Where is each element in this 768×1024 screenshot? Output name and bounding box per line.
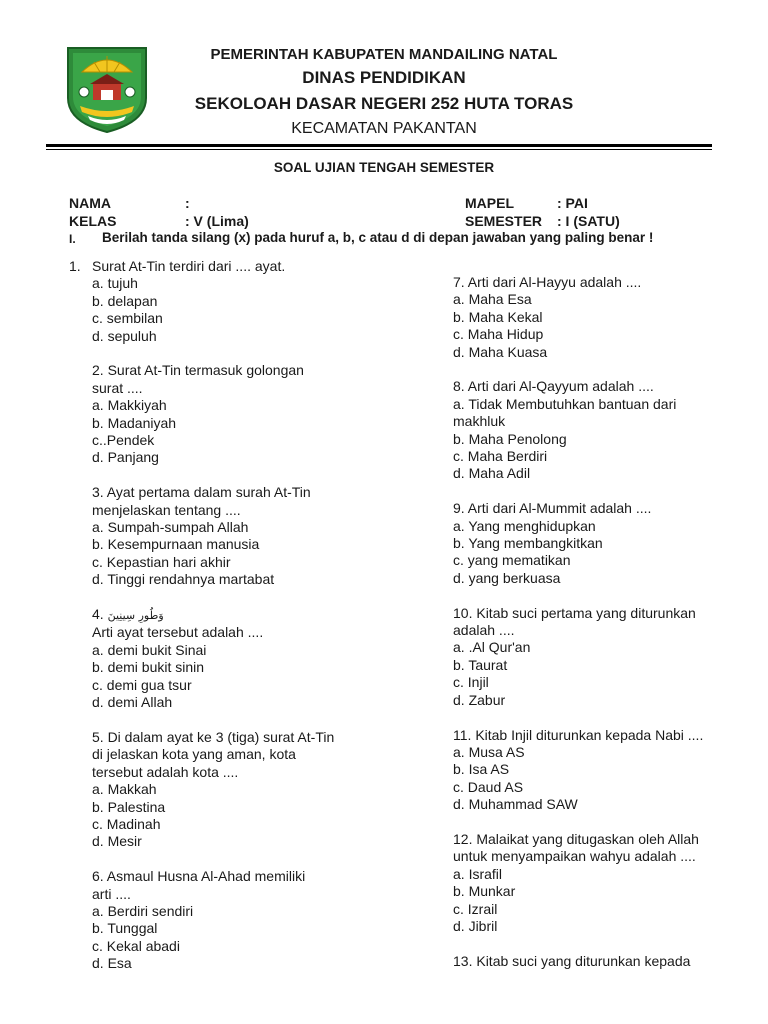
kelas-label: KELAS: [69, 213, 117, 229]
answer-option[interactable]: b. delapan: [92, 292, 158, 309]
answer-option[interactable]: d. Muhammad SAW: [453, 796, 578, 813]
question-text: tersebut adalah kota ....: [92, 763, 239, 780]
answer-option[interactable]: d. Esa: [92, 955, 132, 972]
question-8: [453, 378, 743, 482]
instruction-numeral: I.: [69, 232, 76, 246]
answer-option[interactable]: c. Kepastian hari akhir: [92, 553, 231, 570]
arabic-verse: وَطُورِ سِينِينَ: [107, 609, 164, 623]
semester-label: SEMESTER: [465, 213, 543, 229]
answer-option[interactable]: a. Sumpah-sumpah Allah: [92, 519, 249, 536]
answer-option[interactable]: d. Jibril: [453, 917, 498, 934]
question-6: [92, 868, 372, 972]
answer-option[interactable]: c. Maha Hidup: [453, 326, 544, 343]
question-12: [453, 831, 743, 935]
answer-option[interactable]: c. Maha Berdiri: [453, 448, 548, 465]
answer-option[interactable]: d. Panjang: [92, 449, 159, 466]
answer-option[interactable]: d. sepuluh: [92, 327, 157, 344]
answer-option[interactable]: b. Maha Penolong: [453, 430, 567, 447]
questions-right-column: [453, 274, 743, 988]
questions-left-column: [92, 258, 372, 990]
mapel-value: : PAI: [557, 195, 588, 211]
question-text: 2. Surat At-Tin termasuk golongan: [92, 362, 304, 379]
header-department: DINAS PENDIDIKAN: [302, 68, 466, 87]
answer-option[interactable]: c. Daud AS: [453, 778, 524, 795]
answer-option[interactable]: d. Maha Kuasa: [453, 343, 548, 360]
answer-option[interactable]: c. Izrail: [453, 900, 498, 917]
question-text: arti ....: [92, 885, 131, 902]
answer-option[interactable]: b. Taurat: [453, 656, 508, 673]
answer-option[interactable]: a. Makkah: [92, 781, 157, 798]
nama-label: NAMA: [69, 195, 111, 211]
question-text: surat ....: [92, 379, 143, 396]
question-11: [453, 727, 743, 814]
question-text: 12. Malaikat yang ditugaskan oleh Allah: [453, 830, 699, 847]
answer-option[interactable]: a. Musa AS: [453, 743, 525, 760]
question-1: [92, 258, 372, 345]
answer-option[interactable]: b. demi bukit sinin: [92, 659, 205, 676]
question-3: [92, 484, 372, 588]
header-school: SEKOLOAH DASAR NEGERI 252 HUTA TORAS: [194, 94, 574, 113]
answer-option[interactable]: c. Kekal abadi: [92, 937, 180, 954]
answer-option[interactable]: d. yang berkuasa: [453, 569, 561, 586]
question-text: menjelaskan tentang ....: [92, 501, 241, 518]
answer-option[interactable]: d. Tinggi rendahnya martabat: [92, 571, 275, 588]
answer-option[interactable]: b. Maha Kekal: [453, 308, 543, 325]
answer-option[interactable]: a. demi bukit Sinai: [92, 641, 207, 658]
question-text: 9. Arti dari Al-Mummit adalah ....: [453, 500, 652, 517]
semester-value: : I (SATU): [557, 213, 620, 229]
answer-option[interactable]: c..Pendek: [92, 432, 155, 449]
question-text: Surat At-Tin terdiri dari .... ayat.: [92, 258, 286, 274]
answer-option[interactable]: d. Zabur: [453, 691, 506, 708]
answer-option[interactable]: b. Tunggal: [92, 920, 158, 937]
answer-option[interactable]: c. Injil: [453, 674, 489, 691]
question-2: [92, 362, 372, 466]
header-district: KECAMATAN PAKANTAN: [291, 120, 477, 137]
answer-option[interactable]: b. Madaniyah: [92, 414, 177, 431]
header-divider-thick: [46, 144, 712, 147]
question-4: [92, 606, 372, 711]
question-text: 6. Asmaul Husna Al-Ahad memiliki: [92, 868, 306, 885]
header-government: PEMERINTAH KABUPATEN MANDAILING NATAL: [210, 46, 558, 63]
answer-option[interactable]: d. demi Allah: [92, 694, 173, 711]
exam-title: SOAL UJIAN TENGAH SEMESTER: [273, 160, 495, 175]
question-text: di jelaskan kota yang aman, kota: [92, 746, 296, 763]
answer-option[interactable]: a. Maha Esa: [453, 291, 532, 308]
nama-field[interactable]: :: [185, 195, 190, 211]
question-text: 13. Kitab suci yang diturunkan kepada: [453, 952, 691, 969]
question-7: [453, 274, 743, 361]
question-1-number: 1.: [69, 258, 81, 274]
question-5: [92, 729, 372, 851]
answer-option[interactable]: c. sembilan: [92, 310, 163, 327]
district-emblem-logo: [64, 42, 150, 136]
question-text: untuk menyampaikan wahyu adalah ....: [453, 848, 696, 865]
header-divider-thin: [46, 149, 712, 150]
answer-option-continuation: makhluk: [453, 413, 506, 430]
answer-option[interactable]: b. Isa AS: [453, 761, 510, 778]
answer-option[interactable]: c. yang mematikan: [453, 552, 571, 569]
question-4-number: 4.: [92, 606, 104, 623]
answer-option[interactable]: a. Yang menghidupkan: [453, 517, 596, 534]
answer-option[interactable]: a. Berdiri sendiri: [92, 902, 194, 919]
answer-option[interactable]: a. Makkiyah: [92, 397, 167, 414]
answer-option[interactable]: a. Israfil: [453, 865, 503, 882]
answer-option[interactable]: b. Palestina: [92, 798, 166, 815]
question-text: 7. Arti dari Al-Hayyu adalah ....: [453, 274, 642, 290]
question-text: 11. Kitab Injil diturunkan kepada Nabi ....: [453, 726, 704, 743]
question-text: 3. Ayat pertama dalam surah At-Tin: [92, 484, 311, 501]
question-text: [92, 606, 372, 624]
question-text: Arti ayat tersebut adalah ....: [92, 624, 264, 641]
answer-option[interactable]: b. Yang membangkitkan: [453, 535, 603, 552]
answer-option[interactable]: a. .Al Qur'an: [453, 639, 531, 656]
question-10: [453, 605, 743, 709]
question-text: 8. Arti dari Al-Qayyum adalah ....: [453, 378, 654, 395]
answer-option[interactable]: c. demi gua tsur: [92, 676, 192, 693]
answer-option[interactable]: a. tujuh: [92, 275, 138, 292]
question-9: [453, 500, 743, 587]
question-text: adalah ....: [453, 622, 515, 639]
kelas-value: : V (Lima): [185, 213, 249, 229]
answer-option[interactable]: c. Madinah: [92, 815, 161, 832]
answer-option[interactable]: d. Maha Adil: [453, 465, 531, 482]
answer-option[interactable]: d. Mesir: [92, 833, 142, 850]
answer-option[interactable]: b. Munkar: [453, 883, 516, 900]
instruction-text: Berilah tanda silang (x) pada huruf a, b, c atau d di depan jawaban yang paling benar !: [102, 230, 654, 245]
answer-option[interactable]: b. Kesempurnaan manusia: [92, 536, 260, 553]
question-text: 5. Di dalam ayat ke 3 (tiga) surat At-Tin: [92, 728, 335, 745]
mapel-label: MAPEL: [465, 195, 514, 211]
question-13: [453, 953, 743, 970]
question-text: 10. Kitab suci pertama yang diturunkan: [453, 604, 696, 621]
answer-option[interactable]: a. Tidak Membutuhkan bantuan dari: [453, 395, 677, 412]
